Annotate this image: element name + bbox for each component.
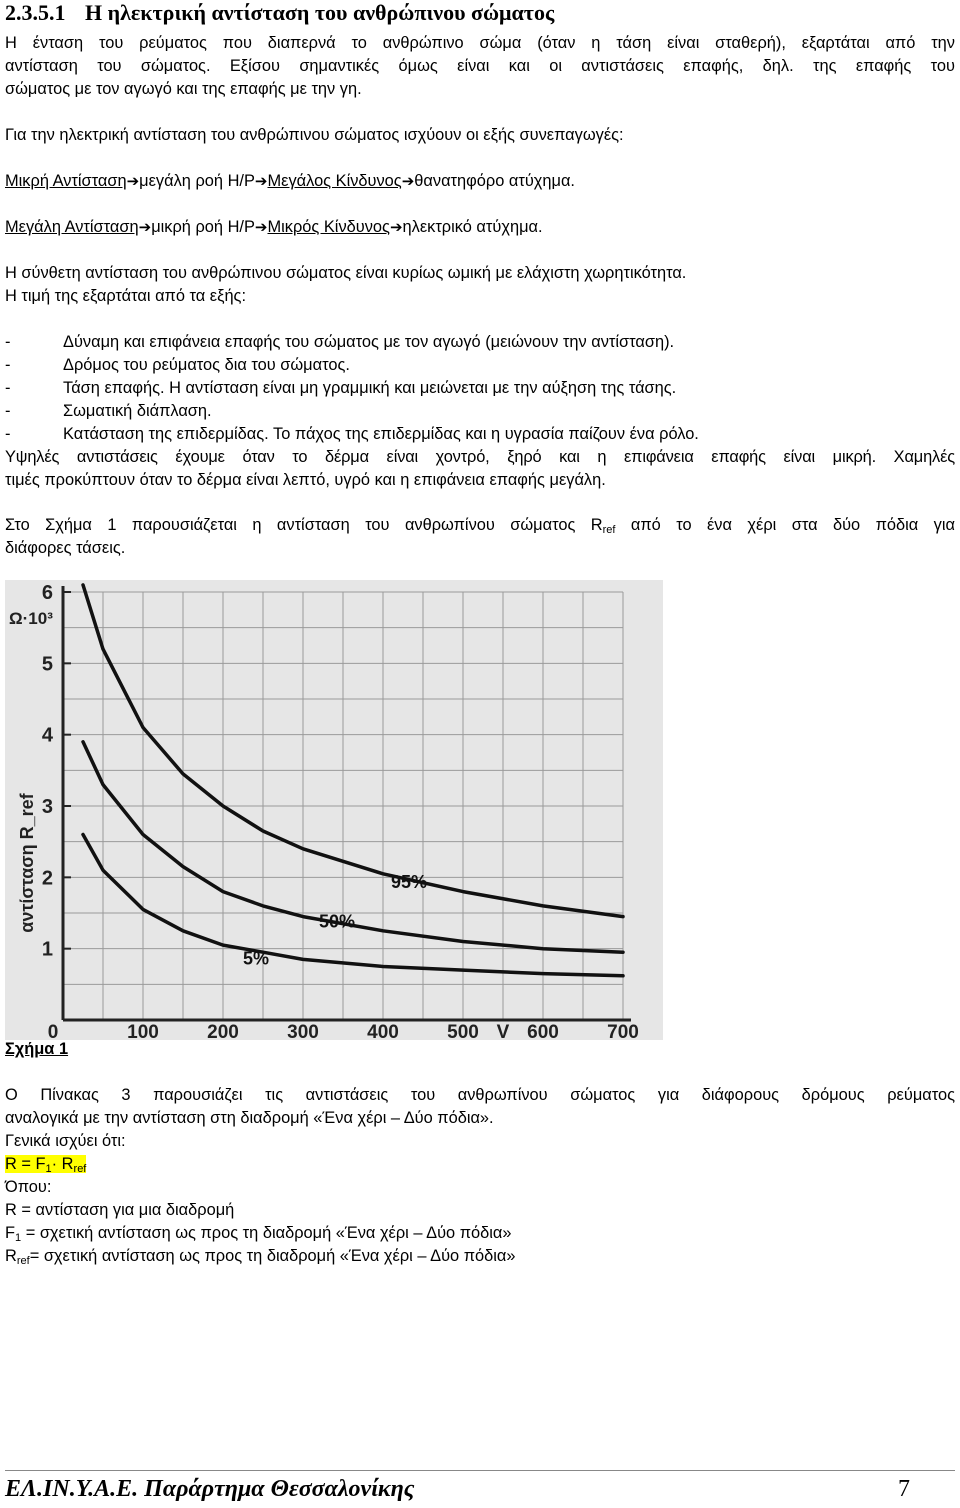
skin-line-1: Υψηλές αντιστάσεις έχουμε όταν το δέρμα είναι χοντρό, ξηρό και η επιφάνεια επαφής είναι μικρή. Χαμηλές [5, 448, 955, 466]
arrow-icon: ➔ [254, 218, 268, 236]
series-label: 5% [243, 948, 270, 969]
rule2-part1: Μεγάλη Αντίσταση [5, 218, 139, 236]
factor-item [5, 331, 674, 354]
intro-paragraph [5, 32, 955, 101]
factor-text: Τάση επαφής. Η αντίσταση είναι μη γραμμική και μειώνεται με την αύξηση της τάσης. [63, 379, 677, 397]
section-number: 2.3.5.1 [5, 0, 66, 25]
arrow-icon: ➔ [126, 172, 140, 190]
section-heading [5, 0, 554, 26]
table-intro-line-2: αναλογικά με την αντίσταση στη διαδρομή «Ένα χέρι – Δύο πόδια». [5, 1109, 494, 1127]
figure-caption: Σχήμα 1 [5, 1040, 69, 1058]
resistance-voltage-chart [5, 580, 663, 1040]
def-f-symbol: F [5, 1224, 16, 1242]
factor-item [5, 423, 699, 446]
figure-intro-line-1 [5, 514, 955, 537]
complex-impedance-line: Η σύνθετη αντίσταση του ανθρώπινου σώματος είναι κυρίως ωμική με ελάχιστη χωρητικότητα. [5, 264, 687, 282]
y-tick-label: 5 [41, 653, 53, 676]
rule2-part2: μικρή ροή Η/Ρ [151, 218, 255, 236]
intro-line-1: Η ένταση του ρεύματος που διαπερνά το ανθρώπινο σώμα (όταν η τάση είναι σταθερή), εξαρτάται από την [5, 34, 955, 52]
definition-f1 [5, 1222, 955, 1245]
x-tick-label: 500 [447, 1022, 479, 1040]
arrow-icon: ➔ [138, 218, 152, 236]
def-rref-text: = σχετική αντίσταση ως προς τη διαδρομή «Ένα χέρι – Δύο πόδια» [29, 1247, 516, 1265]
rule1-part2: μεγάλη ροή Η/Ρ [139, 172, 255, 190]
formula-sub2: ref [73, 1163, 87, 1175]
definition-r: R = αντίσταση για μια διαδρομή [5, 1201, 235, 1219]
rule1-part1: Μικρή Αντίσταση [5, 172, 127, 190]
x-tick-label: 100 [127, 1022, 159, 1040]
table-intro-line-1: Ο Πίνακας 3 παρουσιάζει τις αντιστάσεις του ανθρωπίνου σώματος για διάφορους δρόμους ρεύματος [5, 1086, 955, 1104]
factor-text: Κατάσταση της επιδερμίδας. Το πάχος της επιδερμίδας και η υγρασία παίζουν ένα ρόλο. [63, 425, 699, 443]
where-line: Όπου: [5, 1178, 52, 1196]
intro-line-2: αντίσταση του σώματος. Εξίσου σημαντικές όμως είναι και οι αντιστάσεις επαφής, δηλ. της επαφής του [5, 57, 955, 75]
formula-line [5, 1153, 955, 1176]
footer-divider [5, 1470, 955, 1471]
figure-intro-paragraph [5, 514, 955, 560]
def-f-sub: 1 [15, 1232, 22, 1244]
skin-line-2: τιμές προκύπτουν όταν το δέρμα είναι λεπτό, υγρό και η επιφάνεια επαφής μεγάλη. [5, 471, 606, 489]
def-rref-sub: ref [16, 1255, 30, 1267]
list-dash: - [5, 402, 11, 420]
series-label: 95% [391, 872, 428, 893]
figure-intro-part2: από το ένα χέρι στα δύο πόδια για [615, 516, 955, 534]
x-tick-label: 700 [607, 1022, 639, 1040]
footer-organization: ΕΛ.ΙΝ.Υ.Α.Ε. Παράρτημα Θεσσαλονίκης [5, 1476, 415, 1502]
list-dash: - [5, 356, 11, 374]
formula-dot: · [51, 1155, 58, 1173]
rule1-part3: Μεγάλος Κίνδυνος [267, 172, 402, 190]
rref-subscript: ref [602, 524, 616, 536]
definition-rref [5, 1245, 955, 1268]
depends-on-line: Η τιμή της εξαρτάται από τα εξής: [5, 287, 247, 305]
factor-item [5, 377, 676, 400]
formula-sub1: 1 [45, 1163, 52, 1175]
arrow-icon: ➔ [254, 172, 268, 190]
x-tick-label: 400 [367, 1022, 399, 1040]
consequences-intro: Για την ηλεκτρική αντίσταση του ανθρώπινου σώματος ισχύουν οι εξής συνεπαγωγές: [5, 126, 624, 144]
factor-text: Δύναμη και επιφάνεια επαφής του σώματος με τον αγωγό (μειώνουν την αντίσταση). [63, 333, 675, 351]
rule2-part3: Μικρός Κίνδυνος [267, 218, 390, 236]
figure-intro-line-2: διάφορες τάσεις. [5, 539, 126, 557]
x-tick-label: 600 [527, 1022, 559, 1040]
list-dash: - [5, 425, 11, 443]
section-title: Η ηλεκτρική αντίσταση του ανθρώπινου σώματος [85, 0, 555, 25]
x-tick-label: 0 [47, 1022, 59, 1040]
formula-lhs: R = F [5, 1155, 46, 1173]
y-tick-label: 2 [41, 867, 53, 890]
intro-line-3: σώματος με τον αγωγό και της επαφής με την γη. [5, 80, 362, 98]
rule-large-resistance [5, 216, 955, 239]
y-tick-label: 4 [41, 724, 53, 747]
def-f-text: = σχετική αντίσταση ως προς τη διαδρομή «Ένα χέρι – Δύο πόδια» [21, 1224, 512, 1242]
skin-paragraph [5, 446, 955, 492]
factor-item [5, 354, 350, 377]
general-rule-line: Γενικά ισχύει ότι: [5, 1132, 126, 1150]
x-tick-label: 200 [207, 1022, 239, 1040]
figure-intro-part1: Στο Σχήμα 1 παρουσιάζεται η αντίσταση του ανθρωπίνου σώματος R [5, 516, 603, 534]
rule2-part4: ηλεκτρικό ατύχημα. [402, 218, 543, 236]
arrow-icon: ➔ [401, 172, 415, 190]
list-dash: - [5, 379, 11, 397]
y-unit-label: Ω·10³ [9, 609, 53, 629]
factor-text: Σωματική διάπλαση. [63, 402, 212, 420]
formula-r: R [57, 1155, 74, 1173]
factor-text: Δρόμος του ρεύματος δια του σώματος. [63, 356, 350, 374]
rule1-part4: θανατηφόρο ατύχημα. [414, 172, 575, 190]
formula [5, 1155, 86, 1173]
arrow-icon: ➔ [389, 218, 403, 236]
y-tick-label: 3 [41, 796, 53, 818]
rule-small-resistance [5, 170, 955, 193]
y-tick-label: 6 [41, 582, 53, 604]
y-tick-label: 1 [41, 938, 53, 961]
page-number: 7 [898, 1476, 910, 1502]
factor-item [5, 400, 212, 423]
series-label: 50% [319, 911, 356, 932]
x-axis-unit-label: V [496, 1022, 510, 1040]
table-intro-paragraph [5, 1084, 955, 1130]
y-axis-label: αντίσταση R_ref [17, 793, 37, 933]
list-dash: - [5, 333, 11, 351]
def-rref-symbol: R [5, 1247, 17, 1265]
x-tick-label: 300 [287, 1022, 319, 1040]
